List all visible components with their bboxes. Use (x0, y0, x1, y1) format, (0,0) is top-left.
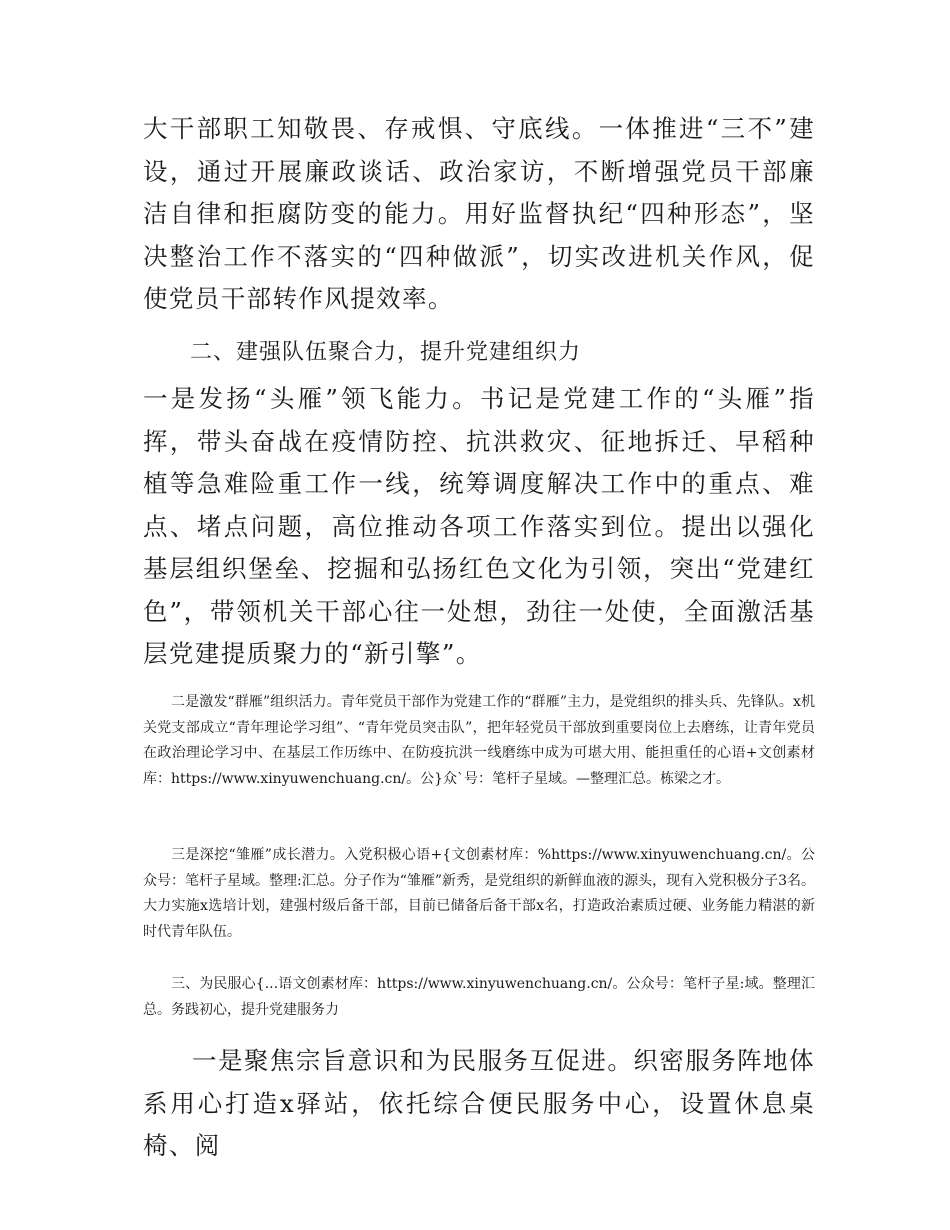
section-heading-2: 二、建强队伍聚合力，提升党建组织力 (190, 340, 582, 365)
paragraph-flock-geese: 二是激发“群雁”组织活力。青年党员干部作为党建工作的“群雁”主力，是党组织的排头兵、先锋队。x机关党支部成立“青年理论学习组”、“青年党员突击队”，把年轻党员干部放到重要岗位上去磨练，让青年党员在政治理论学习中、在基层工作历练中、在防疫抗洪一线磨练中成为可堪大用、能担重任的心语+文创素材库：https://www.xinyuwenchuang.cn/。公}众`号：笔杆子星域。—整理汇总。栋梁之才。 (143, 694, 815, 787)
paragraph-head-goose: 一是发扬“头雁”领飞能力。书记是党建工作的“头雁”指挥，带头奋战在疫情防控、抗洪救灾、征地拆迁、早稻种植等急难险重工作一线，统筹调度解决工作中的重点、难点、堵点问题，高位推动各项工作落实到位。提出以强化基层组织堡垒、挖掘和弘扬红色文化为引领，突出“党建红色”，带领机关干部心往一处想，劲往一处使，全面激活基层党建提质聚力的“新引擎”。 (143, 384, 815, 668)
section-heading-3: 三、为民服心{...语文创素材库：https://www.xinyuwenchuang.cn/。公众号：笔杆子星:域。整理汇总。务践初心，提升党建服务力 (143, 976, 815, 1018)
paragraph-service: 一是聚焦宗旨意识和为民服务互促进。织密服务阵地体系用心打造x驿站，依托综合便民服务中心，设置休息桌椅、阅 (143, 1046, 815, 1160)
paragraph-young-geese: 三是深挖“雏雁”成长潜力。入党积极心语+{文创素材库：%https://www.xinyuwenchuang.cn/。公众号：笔杆子星域。整理:汇总。分子作为“雏雁”新秀，是党组织的新鲜血液的源头，现有入党积极分子3名。大力实施x选培计划，建强村级后备干部，目前已储备后备干部x名，打造政治素质过硬、业务能力精湛的新时代青年队伍。 (143, 847, 815, 940)
paragraph-integrity: 大干部职工知敬畏、存戒惧、守底线。一体推进“三不”建设，通过开展廉政谈话、政治家访，不断增强党员干部廉洁自律和拒腐防变的能力。用好监督执纪“四种形态”，坚决整治工作不落实的“四种做派”，切实改进机关作风，促使党员干部转作风提效率。 (143, 114, 815, 313)
